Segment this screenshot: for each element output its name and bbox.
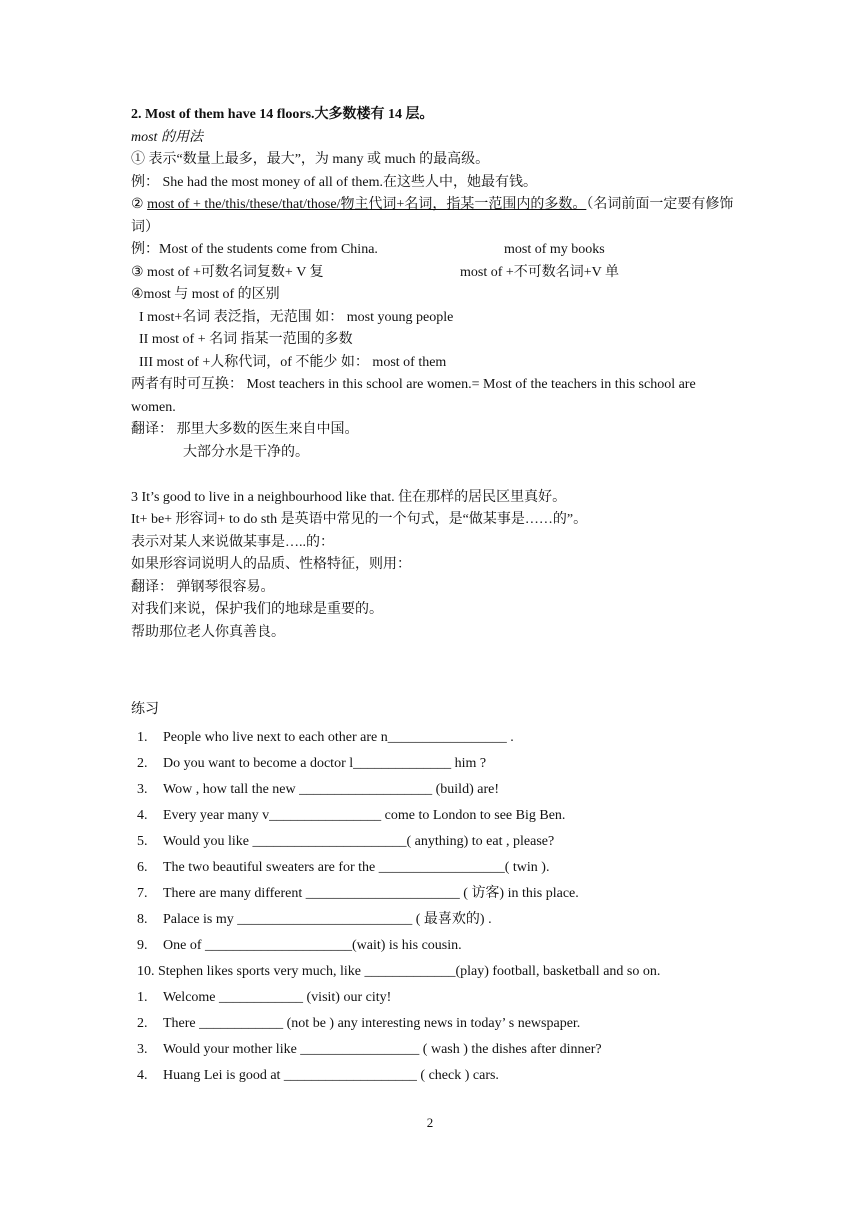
exercise-text: Would you like ______________________( anything) to eat , please? [163,834,555,849]
spacer [131,464,736,487]
exercise-number: 5. [137,834,148,849]
exercise-item [131,725,736,751]
pattern-note-1: 表示对某人来说做某事是…..的： [131,534,334,550]
exercise-item [131,777,736,803]
exercise-item [131,803,736,829]
spacer [131,644,736,694]
exercise-text: The two beautiful sweaters are for the __________________( twin ). [163,860,550,875]
exercise-text: One of _____________________(wait) is his cousin. [163,938,462,953]
exercise-item [131,1011,736,1037]
exercise-number: 4. [137,808,148,823]
exercise-item [131,829,736,855]
exercise-text: Would your mother like _________________ ( wash ) the dishes after dinner? [163,1042,602,1057]
usage-point-3 [131,262,736,285]
section3-translate-3: 帮助那位老人你真善良。 [131,624,285,640]
usage-point-2 [131,194,736,239]
exercise-title: 练习 [131,702,159,717]
pattern-note-2: 如果形容词说明人的品质、性格特征，则用： [131,557,411,572]
point2-marker: ② [131,197,148,212]
exercise-item [131,907,736,933]
point3-right: most of +不可数名词+V 单 [460,264,620,280]
difference-2: II most of + 名词 指某一范围的多数 [139,332,353,347]
example-1: 例： She had the most money of all of them.在这些人中，她最有钱。 [131,174,537,190]
exercise-list [131,725,736,1089]
exercise-number: 2. [137,1016,148,1031]
section2-heading: 2. Most of them have 14 floors.大多数楼有 14 层。 [131,107,434,122]
section3-heading: 3 It’s good to live in a neighbourhood like that. 住在那样的居民区里真好。 [131,489,567,505]
sentence-pattern: It+ be+ 形容词+ to do sth 是英语中常见的一个句式，是“做某事是……的”。 [131,512,588,527]
exercise-number: 2. [137,756,148,771]
point2-rule: most of + the/this/these/that/those/物主代词+名词，指某一范围内的多数。 [147,197,587,212]
exercise-number: 6. [137,860,148,875]
exercise-item [131,881,736,907]
exercise-text: There ____________ (not be ) any interesting news in today’ s newspaper. [163,1016,581,1031]
exercise-text: Welcome ____________ (visit) our city! [163,990,392,1005]
exercise-number: 3. [137,782,148,797]
exercise-item [131,985,736,1011]
interchange-note: 两者有时可互换： Most teachers in this school are women.= Most of the teachers in this school are women. [131,377,696,415]
difference-3: III most of +人称代词，of 不能少 如： most of them [139,354,447,370]
exercise-item [131,855,736,881]
exercise-number: 8. [137,912,148,927]
section3-translate-1: 翻译： 弹钢琴很容易。 [131,579,275,595]
exercise-number: 7. [137,886,148,901]
section3-translate-2: 对我们来说，保护我们的地球是重要的。 [131,602,383,617]
exercise-item-10: 10. Stephen likes sports very much, like _____________(play) football, basketball and so on. [137,964,661,979]
point3-left: ③ most of +可数名词复数+ V 复 [131,264,324,280]
exercise-number: 1. [137,730,148,745]
exercise-number: 1. [137,990,148,1005]
exercise-text: Every year many v________________ come to London to see Big Ben. [163,808,566,823]
usage-point-1: ① 表示“数量上最多，最大”，为 many 或 much 的最高级。 [131,152,490,167]
page-content [131,104,736,1089]
translate-label: 翻译： 那里大多数的医生来自中国。 [131,422,359,437]
example-2-right: most of my books [504,242,605,257]
most-usage-subtitle: most 的用法 [131,129,203,145]
exercise-text: There are many different ______________________ ( 访客) in this place. [163,886,579,901]
exercise-number: 3. [137,1042,148,1057]
exercise-item [131,1063,736,1089]
exercise-item [131,933,736,959]
exercise-text: Wow , how tall the new ___________________ (build) are! [163,782,499,797]
exercise-text: Palace is my _________________________ ( 最喜欢的) . [163,912,492,927]
page-number: 2 [426,1115,434,1130]
exercise-item [131,751,736,777]
exercise-text: Huang Lei is good at ___________________ ( check ) cars. [163,1068,499,1083]
example-2-left: 例：Most of the students come from China. [131,242,378,257]
example-2 [131,239,736,262]
exercise-text: Do you want to become a doctor l______________ him ? [163,756,487,771]
point2-note: （名词前面一定要有修饰词） [131,197,734,235]
exercise-item [131,1037,736,1063]
translate-item-2: 大部分水是干净的。 [183,444,309,460]
usage-point-4: ④most 与 most of 的区别 [131,287,280,302]
exercise-number: 4. [137,1068,148,1083]
difference-1: I most+名词 表泛指，无范围 如： most young people [139,309,454,325]
exercise-number: 9. [137,938,148,953]
exercise-text: People who live next to each other are n_________________ . [163,730,514,745]
